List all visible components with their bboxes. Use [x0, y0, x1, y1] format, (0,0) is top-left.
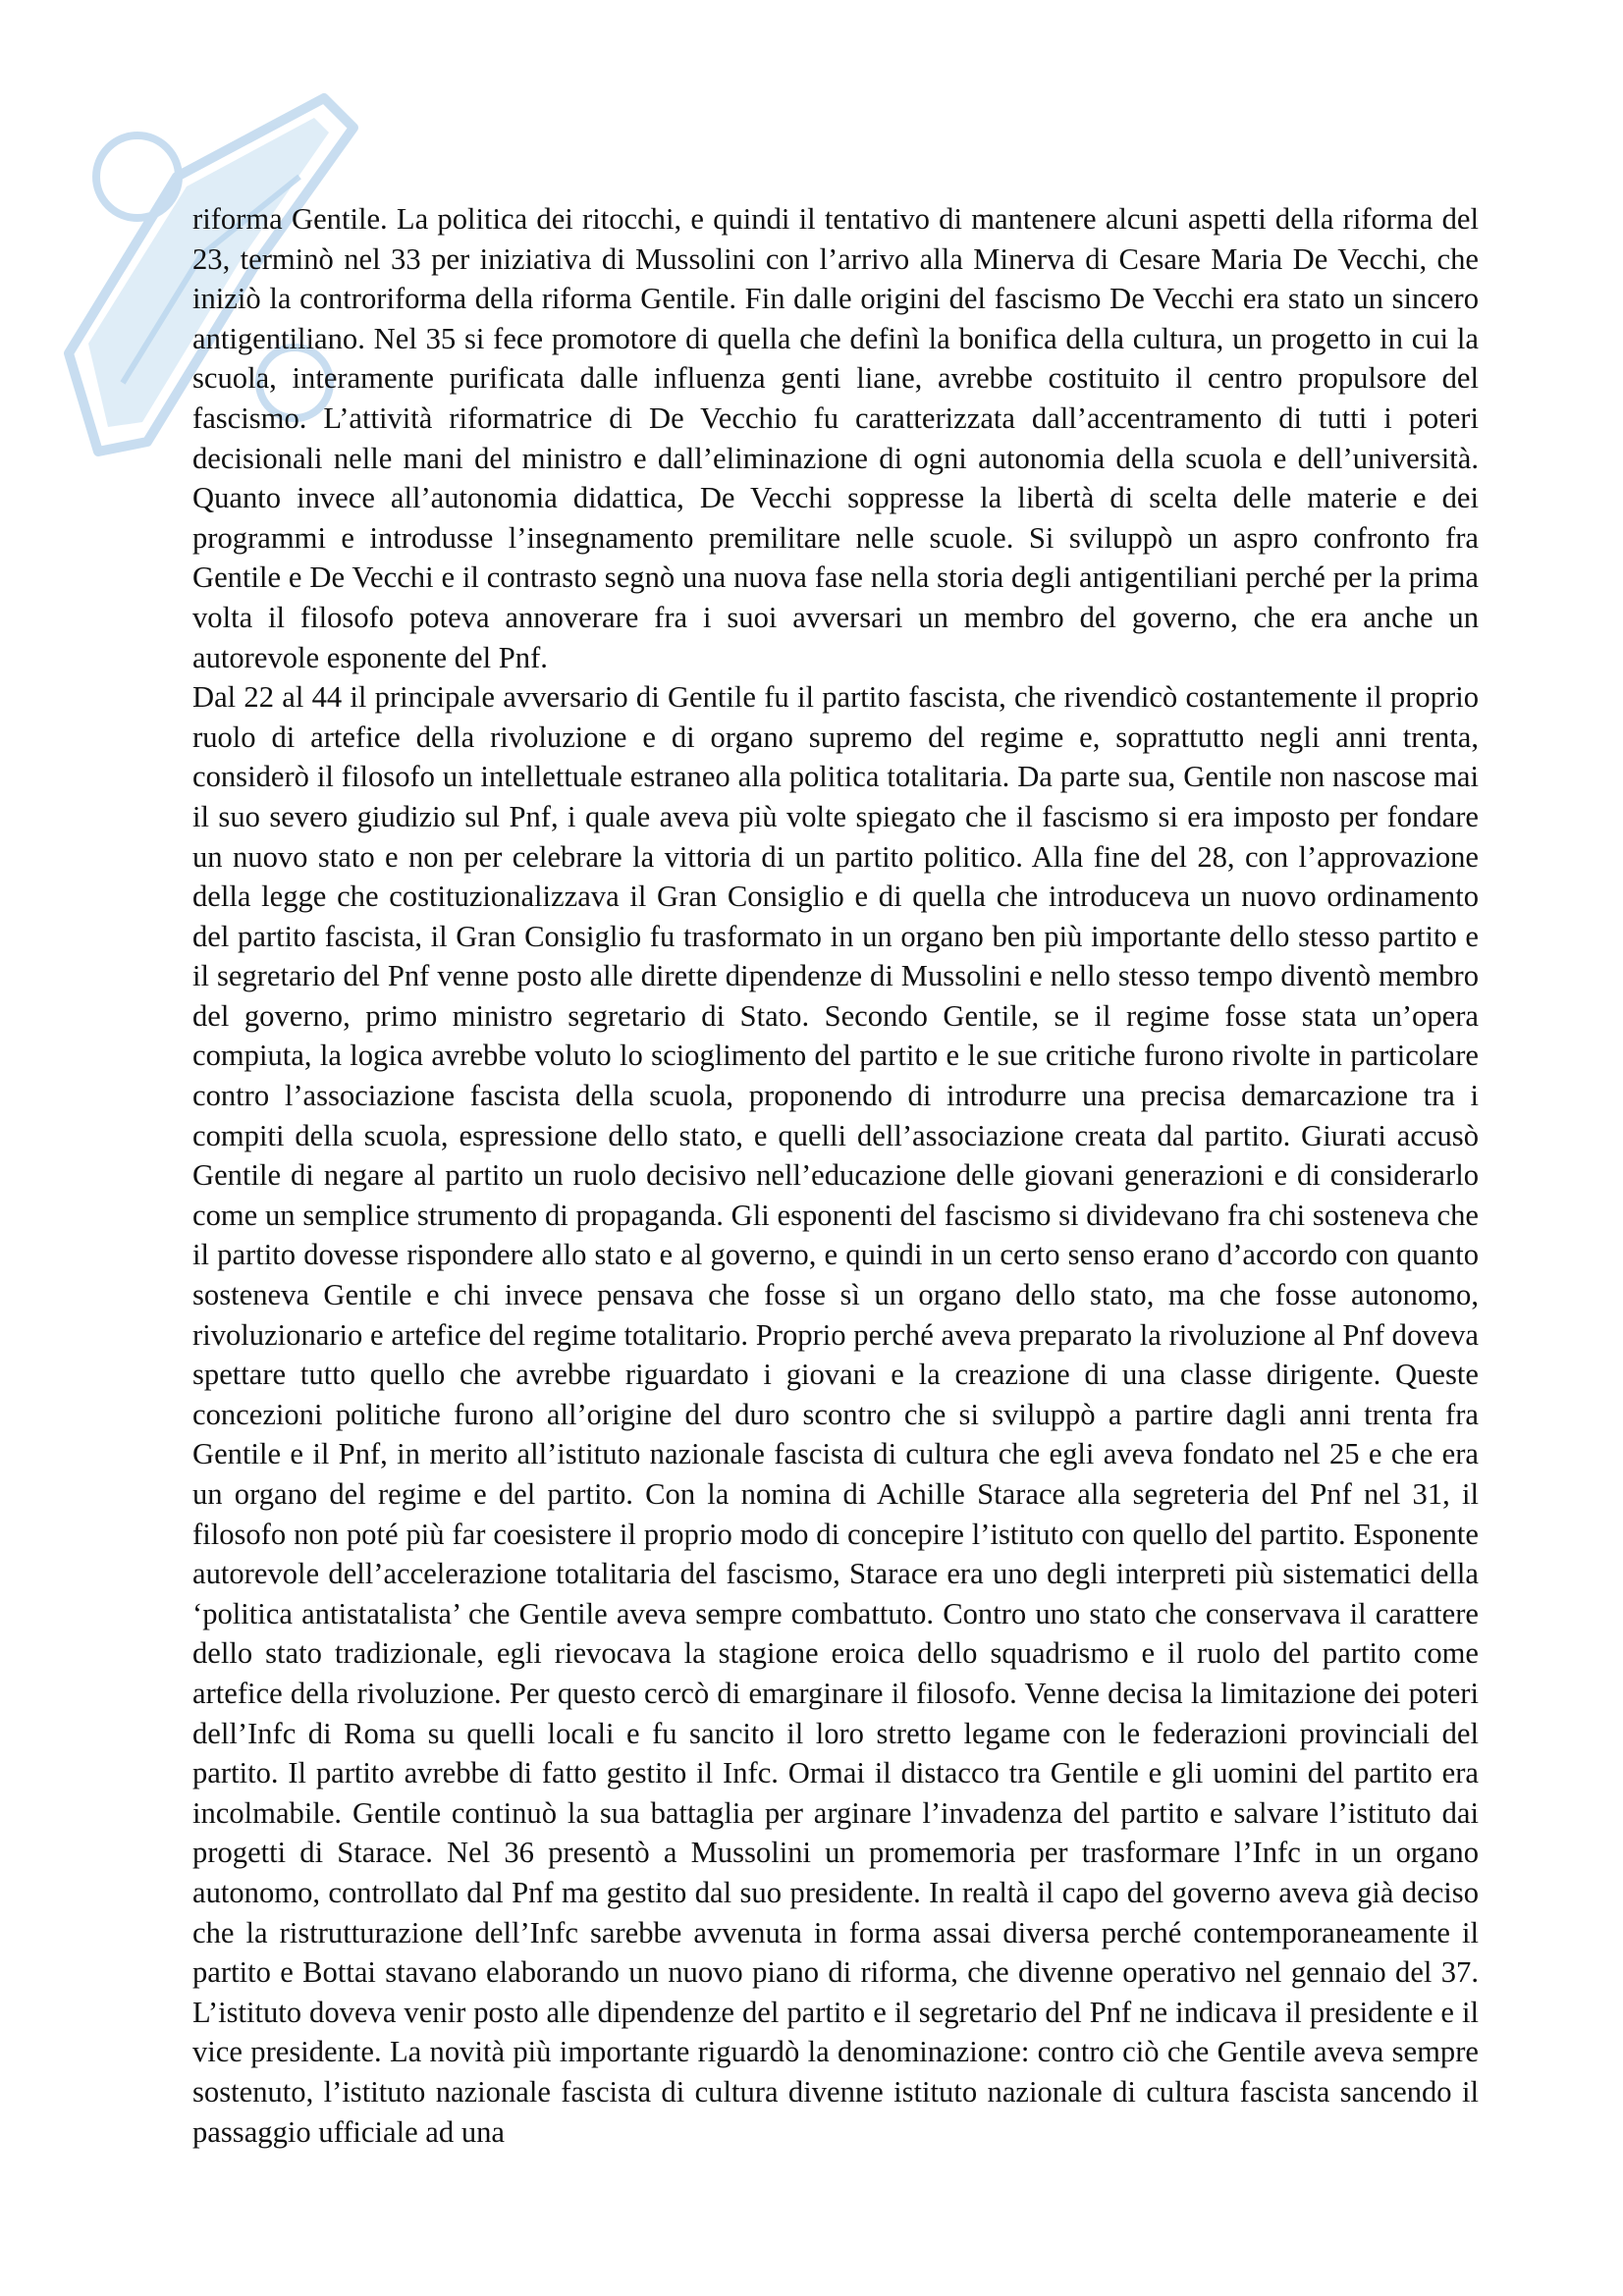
paragraph-1: riforma Gentile. La politica dei ritocchi, e quindi il tentativo di mantenere alcuni aspetti della riforma del 23, terminò nel 33 per iniziativa di Mussolini con l’arrivo alla Minerva di Cesare Maria De Vecchi, che iniziò la controriforma della riforma Gentile. Fin dalle origini del fascismo De Vecchi era stato un sincero antigentiliano. Nel 35 si fece promotore di quella che definì la bonifica della cultura, un progetto in cui la scuola, interamente purificata dalle influenza genti liane, avrebbe costituito il centro propulsore del fascismo. L’attività riformatrice di De Vecchio fu caratterizzata dall’accentramento di tutti i poteri decisionali nelle mani del ministro e dall’eliminazione di ogni autonomia della scuola e dell’università. Quanto invece all’autonomia didattica, De Vecchi soppresse la libertà di scelta delle materie e dei programmi e introdusse l’insegnamento premilitare nelle scuole. Si sviluppò un aspro confronto fra Gentile e De Vecchi e il contrasto segnò una nuova fase nella storia degli antigentiliani perché per la prima volta il filosofo poteva annoverare fra i suoi avversari un membro del governo, che era anche un autorevole esponente del Pnf. — [192, 202, 1479, 674]
paragraph-2: Dal 22 al 44 il principale avversario di Gentile fu il partito fascista, che rivendicò costantemente il proprio ruolo di artefice della rivoluzione e di organo supremo del regime e, soprattutto negli anni trenta, considerò il filosofo un intellettuale estraneo alla politica totalitaria. Da parte sua, Gentile non nascose mai il suo severo giudizio sul Pnf, i quale aveva più volte spiegato che il fascismo si era imposto per fondare un nuovo stato e non per celebrare la vittoria di un partito politico. Alla fine del 28, con l’approvazione della legge che costituzionalizzava il Gran Consiglio e di quella che introduceva un nuovo ordinamento del partito fascista, il Gran Consiglio fu trasformato in un organo ben più importante dello stesso partito e il segretario del Pnf venne posto alle dirette dipendenze di Mussolini e nello stesso tempo diventò membro del governo, primo ministro segretario di Stato. Secondo Gentile, se il regime fosse stata un’opera compiuta, la logica avrebbe voluto lo scioglimento del partito e le sue critiche furono rivolte in particolare contro l’associazione fascista della scuola, proponendo di introdurre una precisa demarcazione tra i compiti della scuola, espressione dello stato, e quelli dell’associazione creata dal partito. Giurati accusò Gentile di negare al partito un ruolo decisivo nell’educazione delle giovani generazioni e di considerarlo come un semplice strumento di propaganda. Gli esponenti del fascismo si dividevano fra chi sosteneva che il partito dovesse rispondere allo stato e al governo, e quindi in un certo senso erano d’accordo con quanto sosteneva Gentile e chi invece pensava che fosse sì un organo dello stato, ma che fosse autonomo, rivoluzionario e artefice del regime totalitario. Proprio perché aveva preparato la rivoluzione al Pnf doveva spettare tutto quello che avrebbe riguardato i giovani e la creazione di una classe dirigente. Queste concezioni politiche furono all’origine del duro scontro che si sviluppò a partire dagli anni trenta fra Gentile e il Pnf, in merito all’istituto nazionale fascista di cultura che egli aveva fondato nel 25 e che era un organo del regime e del partito. Con la nomina di Achille Starace alla segreteria del Pnf nel 31, il filosofo non poté più far coesistere il proprio modo di concepire l’istituto con quello del partito. Esponente autorevole dell’accelerazione totalitaria del fascismo, Starace era uno degli interpreti più sistematici della ‘politica antistatalista’ che Gentile aveva sempre combattuto. Contro uno stato che conservava il carattere dello stato tradizionale, egli rievocava la stagione eroica dello squadrismo e il ruolo del partito come artefice della rivoluzione. Per questo cercò di emarginare il filosofo. Venne decisa la limitazione dei poteri dell’Infc di Roma su quelli locali e fu sancito il loro stretto legame con le federazioni provinciali del partito. Il partito avrebbe di fatto gestito il Infc. Ormai il distacco tra Gentile e gli uomini del partito era incolmabile. Gentile continuò la sua battaglia per arginare l’invadenza del partito e salvare l’istituto dai progetti di Starace. Nel 36 presentò a Mussolini un promemoria per trasformare l’Infc in un organo autonomo, controllato dal Pnf ma gestito dal suo presidente. In realtà il capo del governo aveva già deciso che la ristrutturazione dell’Infc sarebbe avvenuta in forma assai diversa perché contemporaneamente il partito e Bottai stavano elaborando un nuovo piano di riforma, che divenne operativo nel gennaio del 37. L’istituto doveva venir posto alle dipendenze del partito e il segretario del Pnf ne indicava il presidente e il vice presidente. La novità più importante riguardò la denominazione: contro ciò che Gentile aveva sempre sostenuto, l’istituto nazionale fascista di cultura divenne istituto nazionale di cultura fascista sancendo il passaggio ufficiale ad una — [192, 680, 1479, 2149]
document-body — [192, 199, 1479, 2152]
